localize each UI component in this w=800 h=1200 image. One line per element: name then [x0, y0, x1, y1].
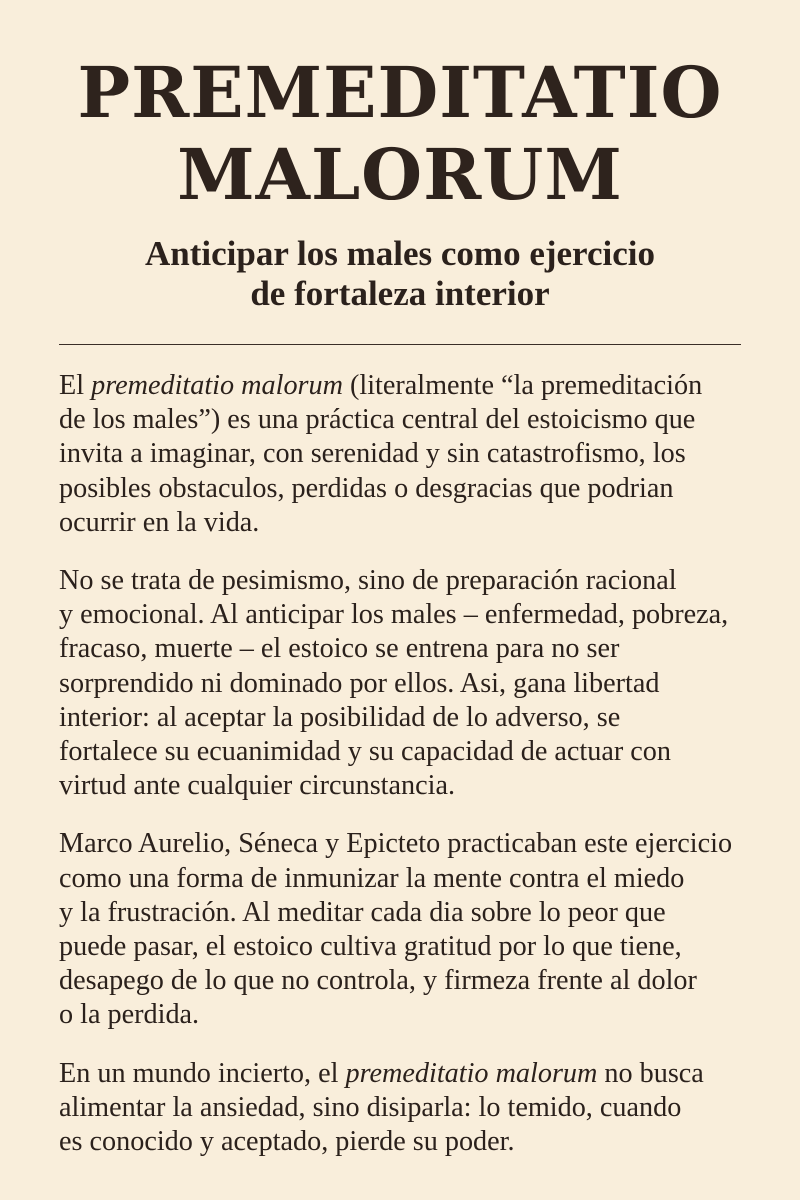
paragraph-line: alimentar la ansiedad, sino disiparla: lo temido, cuando — [59, 1091, 682, 1123]
paragraph-line: o la perdida. — [59, 999, 200, 1031]
paragraph-line: y emocional. Al anticipar los males – enfermedad, pobreza, — [59, 599, 729, 631]
text-run: no busca — [597, 1057, 704, 1089]
paragraph-line: invita a imaginar, con serenidad y sin catastrofismo, los — [59, 438, 686, 470]
subtitle-line-2: de fortaleza interior — [250, 274, 550, 313]
text-run: (literalmente “la premeditación — [342, 370, 703, 401]
paragraph-line — [59, 369, 744, 403]
paragraph-line: virtud ante cualquier circunstancia. — [59, 770, 456, 802]
paragraph-line: posibles obstaculos, perdidas o desgracias que podrian — [59, 472, 674, 504]
paragraph-line: desapego de lo que no controla, y firmeza frente al dolor — [59, 965, 697, 997]
paragraph-line: puede pasar, el estoico cultiva gratitud por lo que tiene, — [59, 931, 682, 963]
paragraph-line: como una forma de inmunizar la mente contra el miedo — [59, 862, 685, 894]
paragraph-line: fracaso, muerte – el estoico se entrena para no ser — [59, 633, 620, 665]
paragraph-line: No se trata de pesimismo, sino de preparación racional — [59, 565, 677, 597]
paragraph-4 — [59, 1057, 744, 1160]
paragraph-3 — [59, 827, 744, 1032]
paragraph-line: de los males”) es una práctica central del estoicismo que — [59, 404, 696, 436]
italic-term: premeditatio malorum — [91, 370, 343, 401]
text-run: En un mundo incierto, el — [59, 1057, 346, 1089]
title-divider — [59, 344, 741, 345]
page-title — [56, 0, 744, 216]
text-run: El — [59, 370, 92, 401]
paragraph-line: ocurrir en la vida. — [59, 506, 260, 538]
paragraph-2 — [59, 564, 744, 803]
paragraph-line: Marco Aurelio, Séneca y Epicteto practicaban este ejercicio — [59, 828, 733, 860]
paragraph-line: interior: al aceptar la posibilidad de lo adverso, se — [59, 701, 621, 733]
subtitle-line-1: Anticipar los males como ejercicio — [145, 234, 655, 273]
italic-term: premeditatio malorum — [345, 1057, 598, 1089]
paragraph-line — [59, 1057, 744, 1091]
article-body — [56, 369, 744, 1159]
paragraph-line: sorprendido ni dominado por ellos. Asi, gana libertad — [59, 667, 660, 699]
title-line-2: MALORUM — [177, 133, 623, 216]
title-line-1: PREMEDITATIO — [77, 51, 723, 134]
paragraph-line: y la frustración. Al meditar cada dia sobre lo peor que — [59, 896, 666, 928]
paragraph-line: es conocido y aceptado, pierde su poder. — [59, 1126, 515, 1158]
paragraph-1 — [59, 369, 744, 540]
page-subtitle — [56, 234, 744, 314]
paragraph-line: fortalece su ecuanimidad y su capacidad de actuar con — [59, 736, 671, 768]
